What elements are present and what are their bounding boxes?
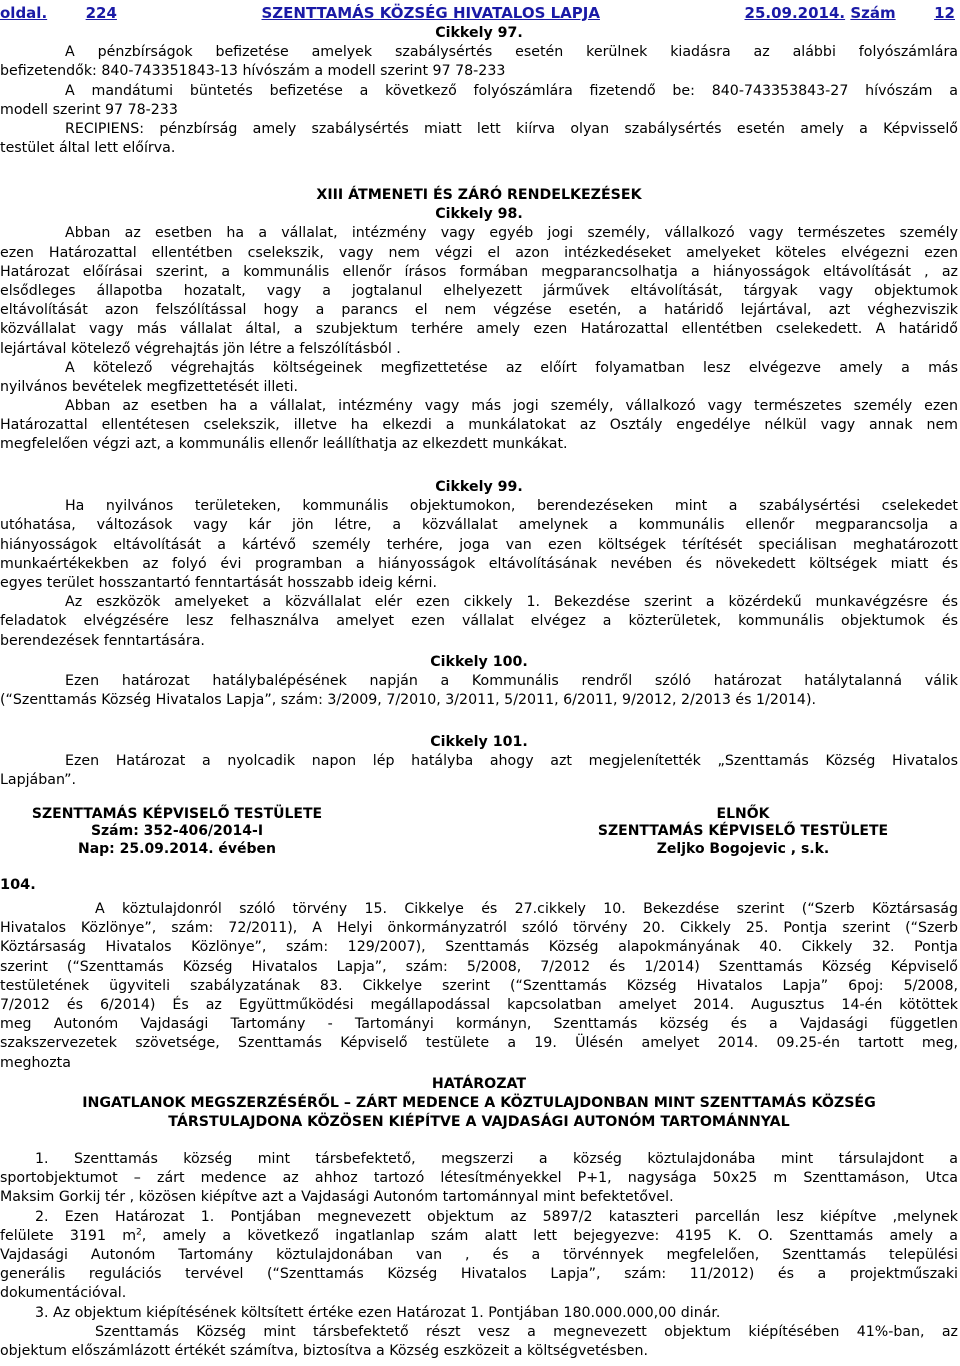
chapter-heading: XIII ÁTMENETI ÉS ZÁRÓ RENDELKEZÉSEK bbox=[316, 187, 642, 203]
paragraph-line: Határozattal ellentétesen cselekszik, illetve ha elkezdi a munkálatokat az Osztály engedélye nélkül vagy annak nem bbox=[0, 417, 958, 434]
paragraph-line: szakszervezetek szövetsége, Szenttamás Képviselő testülete a 19. Ülésén amelyet 2014. 09.25-én tartott meg, bbox=[0, 1035, 958, 1052]
paragraph-line: feladatok elvégzésére lesz felhasználva amelyet ezen vállalat elvégez a közterületek, kommunális objektumok és bbox=[0, 613, 958, 630]
paragraph-line: szerint (“Szenttamás Község Hivatalos Lapja”, szám: 5/2008, 7/2012 és 1/2014) Szenttamás Község Képviselő bbox=[0, 958, 958, 975]
paragraph-line: Maksim Gorkij tér , közösen kiépítve azt a Vajdasági Autonóm tartománnyal mint befektetővel. bbox=[0, 1189, 674, 1206]
paragraph-line: 3. Az objektum kiépítésének költsített értéke ezen Határozat 1. Pontjában 180.000.000,00 dinár. bbox=[35, 1304, 721, 1321]
paragraph-line: Ezen határozat hatálybalépésének napján a Kommunális rendről szóló határozat hatálytalanná válik bbox=[65, 673, 958, 690]
paragraph-line: generális regulációs tervével (“Szenttamás Község Hivatalos Lapja”, szám: 11/2012) és a projektműszaki bbox=[0, 1266, 958, 1283]
article-99 bbox=[0, 478, 958, 651]
paragraph-line: A köztulajdonról szóló törvény 15. Cikkelye és 27.cikkely 10. Bekezdése szerint (“Szerb Köztársaság bbox=[95, 901, 958, 917]
paragraph-line: testület által lett előírva. bbox=[0, 140, 176, 157]
paragraph-line: ezen Határozattal ellentétben cselekszik, vagy nem végzi el azon intézkedéseket amelyeket köteles elvégezni ezen bbox=[0, 244, 958, 261]
paragraph-line: befizetendők: 840-743351843-13 hívószám a modell szerint 97 78-233 bbox=[0, 63, 506, 80]
article-101 bbox=[0, 733, 958, 791]
council-name: SZENTTAMÁS KÉPVISELŐ TESTÜLETE bbox=[31, 806, 323, 822]
paragraph-line: Hivatalos Közlönye”, szám: 72/2011), A Helyi önkormányzatról szóló törvény 20. Cikkely 25. Pontja szerint (“Szerb bbox=[0, 920, 958, 937]
paragraph-line: A mandátumi büntetés befizetése a következő folyószámlára fizetendő be: 840-743353843-27 hívószám a bbox=[65, 82, 958, 99]
paragraph-line: nyilvános bevételek megfizettetését illeti. bbox=[0, 378, 299, 395]
resolution-subtitle: INGATLANOK MEGSZERZÉSÉRŐL – ZÁRT MEDENCE A KÖZTULAJDONBAN MINT SZENTTAMÁS KÖZSÉG bbox=[82, 1095, 876, 1112]
text-run: , amely a következő ingatlanlap szám alatt lett bejegyezve: 4195 K. O. Szenttamás amely a bbox=[141, 1227, 958, 1244]
paragraph-line: Határozat előírásai szerint, a kommunális ellenőr írásos formában megparancsolhatja a hiányosságok eltávolítását , az bbox=[0, 263, 958, 280]
superscript: 2 bbox=[136, 1227, 142, 1238]
paragraph-line: lejártával kötelező végrehajtás jön létre a felszólításból . bbox=[0, 340, 401, 357]
page-header bbox=[0, 4, 955, 22]
page-number: 224 bbox=[85, 4, 117, 22]
resolution-subtitle: TÁRSTULAJDONA KÖZÖSEN KIÉPÍTVE A VAJDASÁGI AUTONÓM TARTOMÁNNYAL bbox=[168, 1114, 790, 1131]
paragraph-line: munkaértékekben az folyó évi programban a hiányosságok eltávolításának nevében és növekedett költségek miatt és bbox=[0, 555, 958, 572]
article-98 bbox=[0, 186, 958, 455]
article-heading: Cikkely 99. bbox=[435, 479, 523, 495]
paragraph-line bbox=[0, 1227, 958, 1246]
paragraph-line: egyes terület hosszantartó fenntartását hosszabb ideig kérni. bbox=[0, 574, 437, 591]
page-label: oldal. bbox=[0, 4, 48, 22]
resolution-preamble bbox=[0, 900, 958, 1073]
paragraph-line: modell szerint 97 78-233 bbox=[0, 101, 178, 118]
paragraph-line: Lapjában”. bbox=[0, 772, 77, 789]
article-heading: Cikkely 98. bbox=[435, 206, 523, 223]
article-heading: Cikkely 101. bbox=[430, 734, 528, 750]
document-date: Nap: 25.09.2014. évében bbox=[77, 840, 277, 857]
issue-number: 12 bbox=[934, 4, 955, 22]
paragraph-line: A kötelező végrehajtás költségeinek megfizettetése az előírt folyamatban lesz elvégezve amely a más bbox=[65, 359, 958, 376]
article-97 bbox=[0, 24, 958, 158]
signature-right bbox=[578, 806, 908, 858]
paragraph-line: Abban az esetben ha a vállalat, intézmény vagy egyéb jogi személy, vállalkozó vagy természetes személy bbox=[65, 225, 958, 242]
article-heading: Cikkely 100. bbox=[430, 654, 528, 670]
journal-title: SZENTTAMÁS KÖZSÉG HIVATALOS LAPJA bbox=[261, 4, 600, 22]
paragraph-line: hiányosságok eltávolítását a kártévő személy terhére, joga van ezen költségek térítését speciálisan meghatározott bbox=[0, 536, 958, 553]
document-number: Szám: 352-406/2014-I bbox=[90, 823, 264, 840]
paragraph-line: A pénzbírságok befizetése amelyek szabálysértés esetén kerülnek kiadásra az alábbi folyószámlára bbox=[65, 44, 958, 61]
resolution-title: HATÁROZAT bbox=[431, 1076, 527, 1092]
paragraph-line: sportobjektumot – zárt medence az ahhoz tartozó létesítményekkel P+1, nagysága 50x25 m Szenttamáson, Utca bbox=[0, 1170, 958, 1187]
paragraph-line: Szenttamás Község mint társbefektető részt vesz a megnevezett objektum kiépítésében 41%-ban, az bbox=[95, 1323, 958, 1340]
article-heading: Cikkely 97. bbox=[435, 25, 523, 41]
paragraph-line: utóhatása, változások vagy kár jön létre, a közvállalat amelynek a kommunális ellenőr megparancsolja a bbox=[0, 517, 958, 534]
article-100 bbox=[0, 653, 958, 711]
president-title: ELNŐK bbox=[716, 806, 770, 822]
resolution-items bbox=[0, 1150, 958, 1361]
paragraph-line: testületének ügyviteli szabályzatának 83. Cikkelye szerint (“Szenttamás Község Hivatalos Lapja” 6poj: 5/2008, bbox=[0, 977, 958, 994]
paragraph-line: Az eszközök amelyeket a közvállalat elér ezen cikkely 1. Bekezdése szerint a közérdekű munkavégzésre és bbox=[65, 594, 958, 611]
paragraph-line: RECIPIENS: pénzbírság amely szabálysértés miatt lett kiírva olyan szabálysértés esetén amely a Képvisselő bbox=[65, 120, 958, 137]
paragraph-line: (“Szenttamás Község Hivatalos Lapja”, szám: 3/2009, 7/2010, 3/2011, 5/2011, 6/2011, 9/2012, 2/2013 és 1/2014). bbox=[0, 692, 816, 709]
paragraph-line: Vajdasági Autonóm Tartomány köztulajdonában van , és a törvénnyek megfelelően, Szenttamás települési bbox=[0, 1246, 958, 1263]
council-name: SZENTTAMÁS KÉPVISELŐ TESTÜLETE bbox=[597, 823, 889, 840]
paragraph-line: berendezések fenntartására. bbox=[0, 632, 205, 649]
resolution-title-block bbox=[0, 1075, 958, 1133]
paragraph-line: elsődleges állapotba hozatalt, vagy a jogtalanul elhelyezett járművek eltávolítását, tárgyak vagy objektumok bbox=[0, 282, 958, 299]
paragraph-line: 7/2012 és 6/2014) És az Együttműködési megállapodással kapcsolatban amelyet 2014. Augusztus 14-én kötöttek bbox=[0, 996, 958, 1013]
item-number: 104. bbox=[0, 877, 36, 893]
paragraph-line: Ezen Határozat a nyolcadik napon lép hatályba ahogy azt megjelenítették „Szenttamás Község Hivatalos bbox=[65, 753, 958, 770]
paragraph-line: Abban az esetben ha a vállalat, intézmény vagy más jogi személy, vállalkozó vagy természetes személy ezen bbox=[65, 398, 958, 415]
paragraph-line: közvállalat vagy más vállalat által, a szubjektum terhére amely ezen Határozattal ellentétben cselekedett. A határidő bbox=[0, 321, 958, 338]
paragraph-line: Köztársaság Hivatalos Közlönye”, szám: 129/2007), Szenttamás Község alapokmányának 40. Cikkely 32. Pontja bbox=[0, 939, 958, 956]
page-number-group bbox=[0, 4, 117, 22]
issue-group bbox=[745, 4, 955, 22]
paragraph-line: eltávolítását azon felszólítással hogy a parancs el nem végzése esetén, a határidő lejártával, azt véghezviszik bbox=[0, 302, 958, 319]
paragraph-line: dokumentációval. bbox=[0, 1285, 127, 1302]
paragraph-line: Ha nyilvános területeken, kommunális objektumokon, berendezéseken mint a szabálysértési cselekedet bbox=[65, 498, 958, 515]
paragraph-line: objektum előszámlázott értékét számítva, biztosítva a Község eszközeit a költségvetésben. bbox=[0, 1342, 649, 1359]
paragraph-line: meg Autonóm Vajdasági Tartomány - Tartományi kormányn, Szenttamás község és a Vajdasági független bbox=[0, 1016, 958, 1033]
paragraph-line: meghozta bbox=[0, 1054, 71, 1071]
signature-left bbox=[22, 806, 332, 858]
issue-date: 25.09.2014. bbox=[744, 4, 846, 22]
paragraph-line: 1. Szenttamás község mint társbefektető, megszerzi a község köztulajdonába mint társulajdont a bbox=[35, 1151, 958, 1167]
paragraph-line: megfelelően végzi azt, a kommunális ellenőr leállíthatja az elkezdett munkákat. bbox=[0, 436, 568, 453]
president-name: Zeljko Bogojevic , s.k. bbox=[656, 840, 830, 857]
issue-label: Szám bbox=[850, 4, 896, 22]
text-run: felülete 3191 m bbox=[0, 1227, 137, 1244]
paragraph-line: 2. Ezen Határozat 1. Pontjában megnevezett objektum az 5897/2 kataszteri parcellán lesz kiépítve ,melynek bbox=[35, 1208, 958, 1225]
